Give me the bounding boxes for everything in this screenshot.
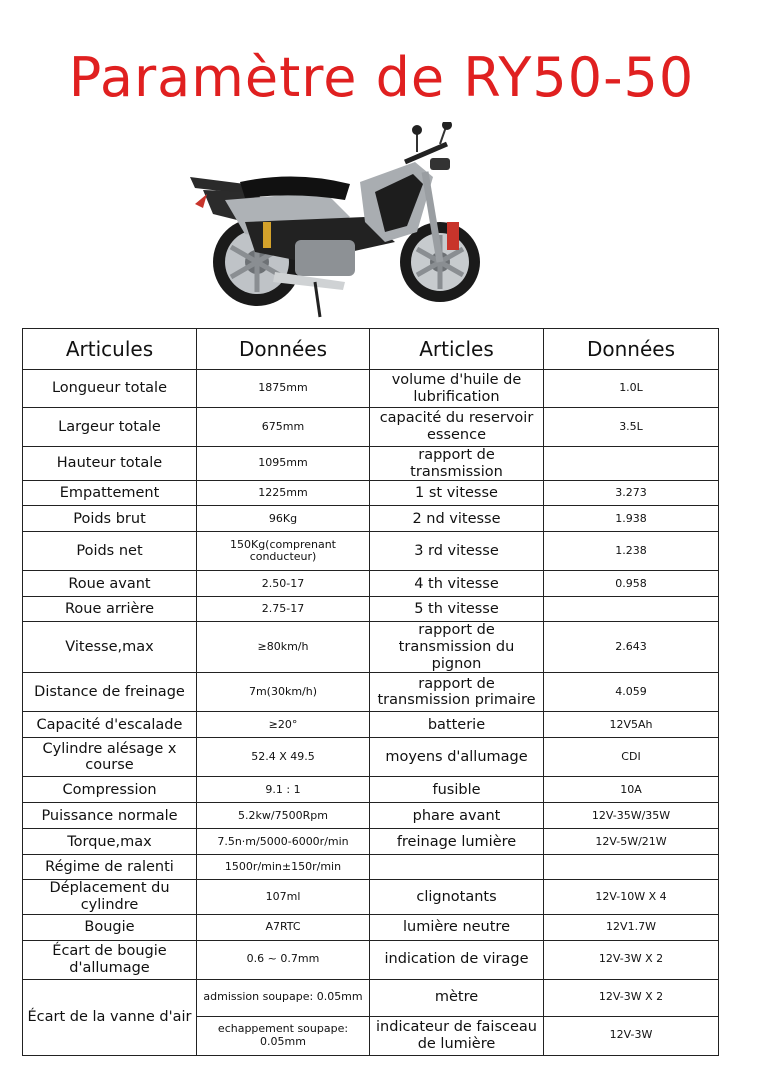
table-row (23, 481, 719, 506)
item-value: ≥80km/h (197, 622, 370, 673)
item-label: indication de virage (370, 940, 544, 979)
table-row (23, 370, 719, 408)
item-label: volume d'huile de lubrification (370, 370, 544, 408)
item-value: A7RTC (197, 914, 370, 940)
item-label: capacité du reservoir essence (370, 408, 544, 447)
item-label: phare avant (370, 803, 544, 829)
item-value: CDI (544, 738, 719, 777)
header-articles: Articles (370, 329, 544, 370)
item-value: 3.273 (544, 481, 719, 506)
item-label: Régime de ralenti (23, 855, 197, 880)
item-label: Cylindre alésage x course (23, 738, 197, 777)
exhaust-valve-value: echappement soupape: 0.05mm (197, 1016, 370, 1055)
item-value: 7.5n·m/5000-6000r/min (197, 829, 370, 855)
item-value: 1225mm (197, 481, 370, 506)
item-label: moyens d'allumage (370, 738, 544, 777)
item-label: freinage lumière (370, 829, 544, 855)
valve-gap-label: Écart de la vanne d'air (23, 979, 197, 1055)
item-label: Écart de bougie d'allumage (23, 940, 197, 979)
table-row (23, 880, 719, 914)
page-title: Paramètre de RY50-50 (68, 46, 695, 109)
item-label: Roue arrière (23, 597, 197, 622)
table-row (23, 803, 719, 829)
item-value: 52.4 X 49.5 (197, 738, 370, 777)
table-row (23, 447, 719, 481)
item-value: ≥20° (197, 712, 370, 738)
item-label: Déplacement du cylindre (23, 880, 197, 914)
table-row (23, 408, 719, 447)
item-value: 12V-10W X 4 (544, 880, 719, 914)
table-row (23, 506, 719, 532)
item-value: 2.75-17 (197, 597, 370, 622)
table-row (23, 829, 719, 855)
header-donnees: Données (197, 329, 370, 370)
motorcycle-image (185, 122, 495, 322)
item-value: 9.1 : 1 (197, 777, 370, 803)
item-label: rapport de transmission (370, 447, 544, 481)
table-row (23, 979, 719, 1016)
table-row (23, 571, 719, 597)
item-label: Vitesse,max (23, 622, 197, 673)
spec-table (22, 328, 719, 1056)
table-row (23, 532, 719, 571)
item-value: 107ml (197, 880, 370, 914)
item-value: 12V-5W/21W (544, 829, 719, 855)
item-label: Hauteur totale (23, 447, 197, 481)
item-value: 3.5L (544, 408, 719, 447)
item-value: 150Kg(comprenant conducteur) (197, 532, 370, 571)
item-value: 12V1.7W (544, 914, 719, 940)
item-label: rapport de transmission du pignon (370, 622, 544, 673)
item-label: Empattement (23, 481, 197, 506)
item-value: 12V-3W (544, 1016, 719, 1055)
item-label: lumière neutre (370, 914, 544, 940)
item-value: 12V5Ah (544, 712, 719, 738)
item-label: Distance de freinage (23, 673, 197, 712)
item-value: 1875mm (197, 370, 370, 408)
item-value: 0.6 ~ 0.7mm (197, 940, 370, 979)
item-label: fusible (370, 777, 544, 803)
table-row (23, 738, 719, 777)
item-value (544, 855, 719, 880)
item-value: 12V-3W X 2 (544, 979, 719, 1016)
item-label: 4 th vitesse (370, 571, 544, 597)
item-label: Largeur totale (23, 408, 197, 447)
item-label: Bougie (23, 914, 197, 940)
item-label: rapport de transmission primaire (370, 673, 544, 712)
item-value (544, 447, 719, 481)
item-value: 12V-3W X 2 (544, 940, 719, 979)
table-row (23, 777, 719, 803)
table-row (23, 712, 719, 738)
header-articules: Articules (23, 329, 197, 370)
item-value: 1095mm (197, 447, 370, 481)
item-label: Roue avant (23, 571, 197, 597)
table-row (23, 914, 719, 940)
item-label: 5 th vitesse (370, 597, 544, 622)
item-label: mètre (370, 979, 544, 1016)
item-value: 5.2kw/7500Rpm (197, 803, 370, 829)
item-label: 3 rd vitesse (370, 532, 544, 571)
item-label: Puissance normale (23, 803, 197, 829)
item-label: batterie (370, 712, 544, 738)
item-label: Poids net (23, 532, 197, 571)
item-label: Poids brut (23, 506, 197, 532)
item-label: Capacité d'escalade (23, 712, 197, 738)
header-donnees-2: Données (544, 329, 719, 370)
item-value: 1.938 (544, 506, 719, 532)
item-value: 1.0L (544, 370, 719, 408)
table-row (23, 940, 719, 979)
item-label: 1 st vitesse (370, 481, 544, 506)
item-label: 2 nd vitesse (370, 506, 544, 532)
item-label: Compression (23, 777, 197, 803)
item-value: 1.238 (544, 532, 719, 571)
item-value: 2.50-17 (197, 571, 370, 597)
item-label: clignotants (370, 880, 544, 914)
item-value (544, 597, 719, 622)
item-value: 10A (544, 777, 719, 803)
item-value: 12V-35W/35W (544, 803, 719, 829)
item-label: Longueur totale (23, 370, 197, 408)
table-row (23, 597, 719, 622)
item-label: indicateur de faisceau de lumière (370, 1016, 544, 1055)
table-row (23, 622, 719, 673)
item-value: 96Kg (197, 506, 370, 532)
item-value: 1500r/min±150r/min (197, 855, 370, 880)
table-row (23, 855, 719, 880)
item-label: Torque,max (23, 829, 197, 855)
item-label (370, 855, 544, 880)
table-row (23, 673, 719, 712)
item-value: 675mm (197, 408, 370, 447)
header-row (23, 329, 719, 370)
intake-valve-value: admission soupape: 0.05mm (197, 979, 370, 1016)
item-value: 4.059 (544, 673, 719, 712)
item-value: 7m(30km/h) (197, 673, 370, 712)
item-value: 0.958 (544, 571, 719, 597)
item-value: 2.643 (544, 622, 719, 673)
